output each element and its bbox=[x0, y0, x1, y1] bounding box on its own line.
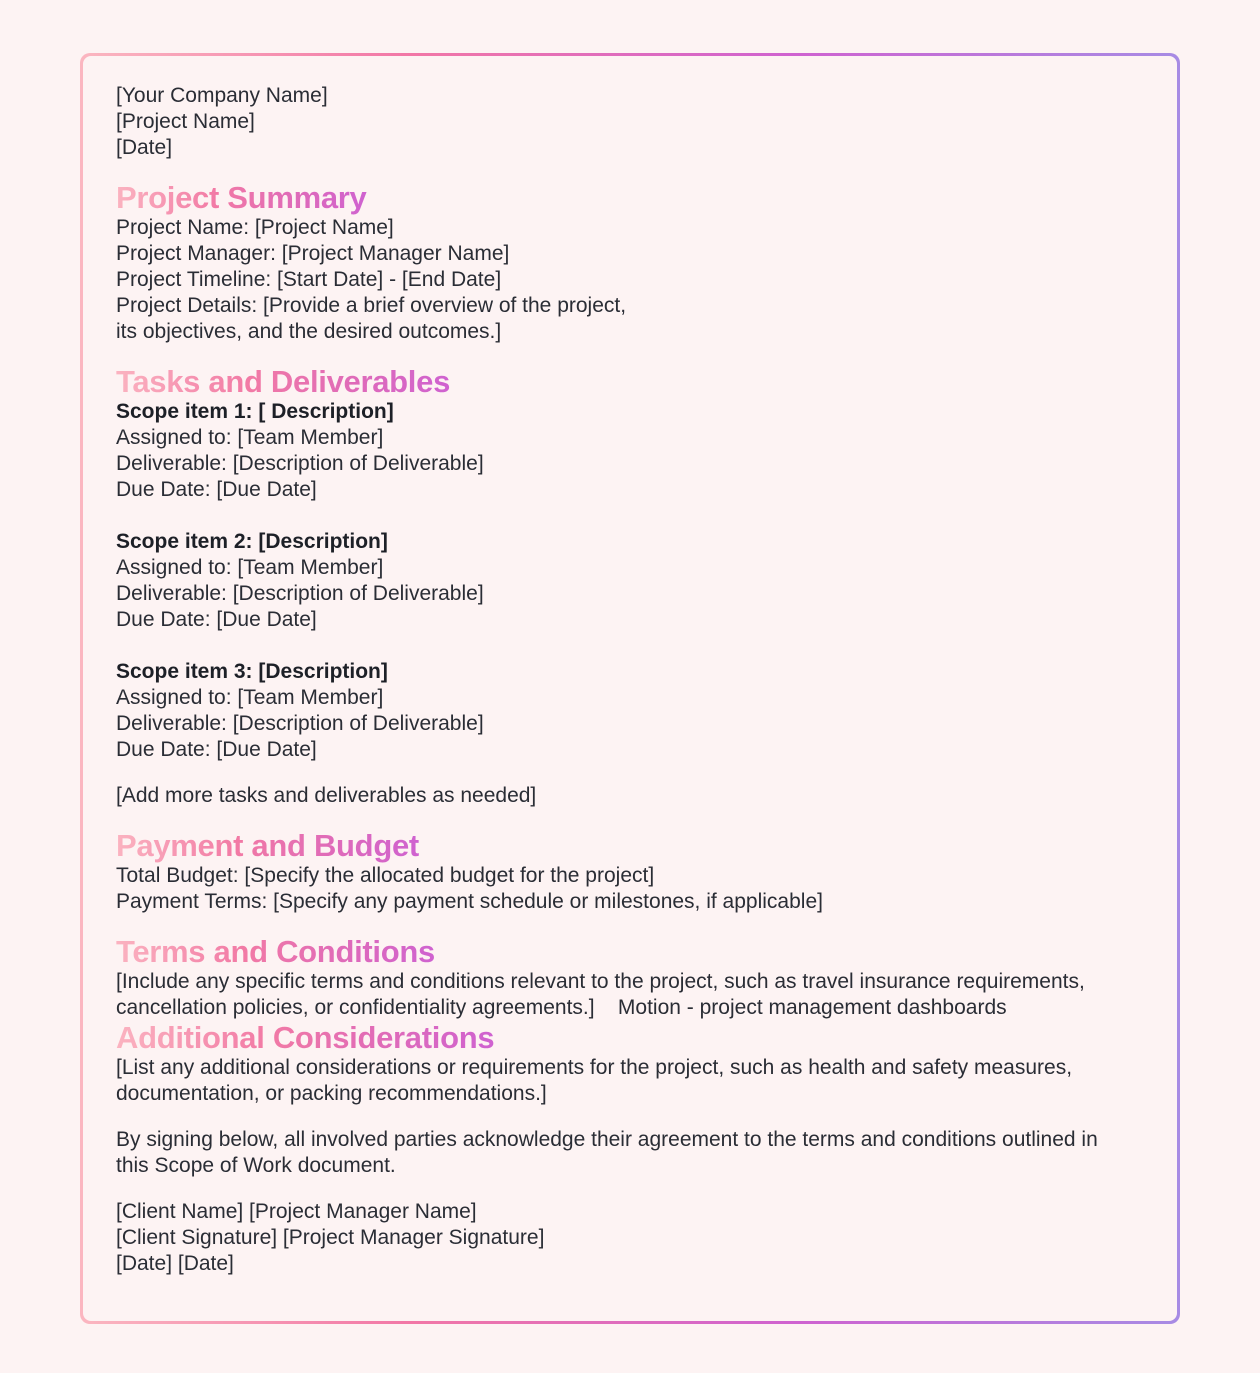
scope-item-deliverable: Deliverable: [Description of Deliverable] bbox=[116, 712, 484, 735]
signature-block bbox=[116, 1199, 1177, 1277]
scope-of-work-document bbox=[83, 56, 1177, 1321]
scope-item-assigned: Assigned to: [Team Member] bbox=[116, 686, 384, 709]
additional-section bbox=[116, 1021, 1177, 1107]
project-name: [Project Name] bbox=[116, 110, 255, 133]
scope-item-deliverable: Deliverable: [Description of Deliverable] bbox=[116, 452, 484, 475]
section-heading: Terms and Conditions bbox=[116, 934, 435, 969]
summary-line: Project Details: [Provide a brief overview of the project, bbox=[116, 294, 627, 317]
scope-item-assigned: Assigned to: [Team Member] bbox=[116, 556, 384, 579]
section-heading: Tasks and Deliverables bbox=[116, 364, 451, 399]
additional-text: [List any additional considerations or requirements for the project, such as health and safety measures, documentation, or packing recommendations.] bbox=[116, 1056, 1073, 1105]
scope-item-heading: Scope item 2: [Description] bbox=[116, 530, 388, 553]
signature-names: [Client Name] [Project Manager Name] bbox=[116, 1200, 477, 1223]
document-header bbox=[116, 83, 1177, 161]
scope-item bbox=[116, 529, 1177, 633]
scope-item-due: Due Date: [Due Date] bbox=[116, 738, 317, 761]
payment-line: Payment Terms: [Specify any payment schedule or milestones, if applicable] bbox=[116, 890, 823, 913]
summary-line: its objectives, and the desired outcomes.] bbox=[116, 320, 502, 343]
tasks-section bbox=[116, 365, 1177, 809]
scope-item bbox=[116, 399, 1177, 503]
payment-section bbox=[116, 829, 1177, 915]
section-heading: Additional Considerations bbox=[116, 1020, 495, 1055]
terms-section bbox=[116, 935, 1177, 1021]
scope-item bbox=[116, 659, 1177, 763]
payment-line: Total Budget: [Specify the allocated budget for the project] bbox=[116, 864, 655, 887]
section-heading: Payment and Budget bbox=[116, 828, 419, 863]
summary-line: Project Timeline: [Start Date] - [End Date] bbox=[116, 268, 502, 291]
section-heading: Project Summary bbox=[116, 180, 367, 215]
scope-item-assigned: Assigned to: [Team Member] bbox=[116, 426, 384, 449]
document-frame bbox=[80, 53, 1180, 1324]
add-more-note: [Add more tasks and deliverables as needed] bbox=[116, 784, 537, 807]
company-name: [Your Company Name] bbox=[116, 84, 328, 107]
summary-line: Project Manager: [Project Manager Name] bbox=[116, 242, 510, 265]
scope-item-heading: Scope item 3: [Description] bbox=[116, 660, 388, 683]
scope-item-due: Due Date: [Due Date] bbox=[116, 478, 317, 501]
scope-item-due: Due Date: [Due Date] bbox=[116, 608, 317, 631]
signature-lines: [Client Signature] [Project Manager Signature] bbox=[116, 1226, 545, 1249]
scope-item-deliverable: Deliverable: [Description of Deliverable] bbox=[116, 582, 484, 605]
terms-text: [Include any specific terms and conditions relevant to the project, such as travel insurance requirements, cancellation policies, or confidentiality agreements.] Motion - project management dashboards bbox=[116, 970, 1085, 1019]
signature-dates: [Date] [Date] bbox=[116, 1252, 234, 1275]
agreement-text: By signing below, all involved parties acknowledge their agreement to the terms and conditions outlined in this Scope of Work document. bbox=[116, 1128, 1098, 1177]
document-date: [Date] bbox=[116, 136, 173, 159]
project-summary-section bbox=[116, 181, 1177, 345]
summary-line: Project Name: [Project Name] bbox=[116, 216, 394, 239]
scope-item-heading: Scope item 1: [ Description] bbox=[116, 400, 394, 423]
